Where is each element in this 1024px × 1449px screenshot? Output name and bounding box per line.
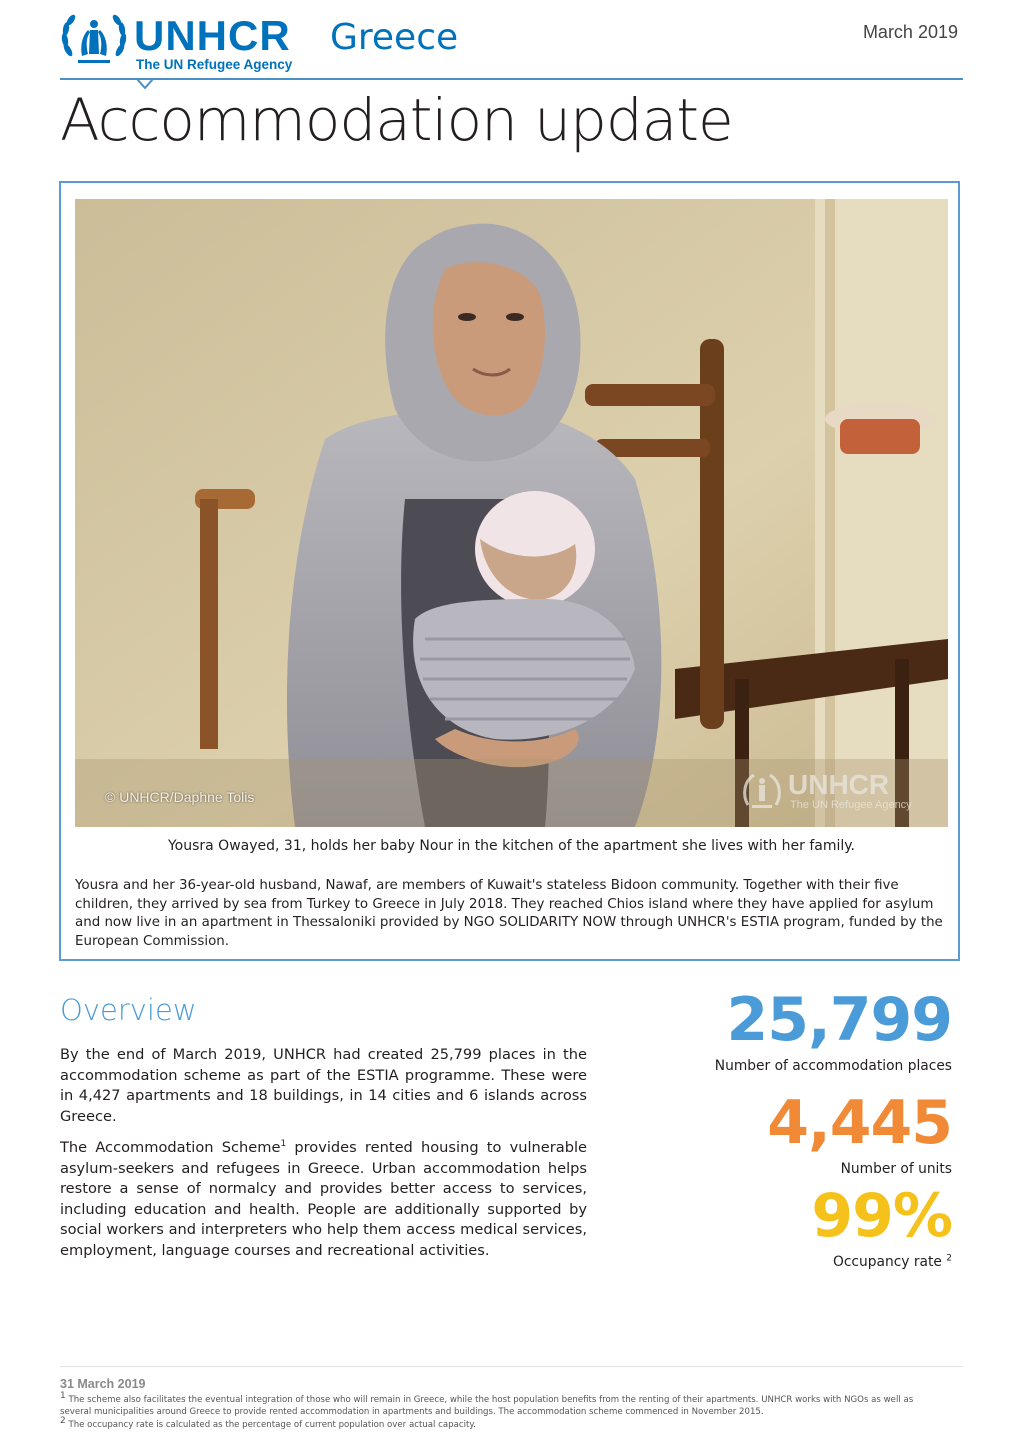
page-title: Accommodation update	[60, 86, 733, 154]
country-label: Greece	[330, 17, 459, 58]
footnote-1-text: The scheme also facilitates the eventual integration of those who will remain in Greece, while the host population benefits from the renting of their apartments. UNHCR works with NGOs as well as several municipalities around Greece to provide rented accommodation in apartments and buildings. The accommodation scheme commenced in November 2015.	[60, 1395, 914, 1417]
footer-date: 31 March 2019	[60, 1377, 146, 1391]
header-rule	[60, 78, 963, 80]
footnote-2-marker: 2	[60, 1416, 66, 1427]
overview-paragraph-2-start: The Accommodation Scheme	[60, 1139, 281, 1156]
unhcr-logo	[58, 10, 308, 76]
footnote-2-text: The occupancy rate is calculated as the percentage of current population over actual capacity.	[65, 1420, 476, 1430]
report-date: March 2019	[862, 22, 958, 42]
stat-units-value: 4,445	[767, 1088, 952, 1158]
stat-accommodation-places-value: 25,799	[726, 985, 952, 1055]
footnote-2	[60, 1416, 940, 1432]
overview-paragraph-1: By the end of March 2019, UNHCR had created 25,799 places in the accommodation scheme as part of the ESTIA programme. These were in 4,427 apartments and 18 buildings, in 14 cities and 6 islands across Greece.	[60, 1046, 587, 1125]
stat-occupancy-value: 99%	[811, 1181, 952, 1251]
unhcr-emblem-icon	[58, 10, 130, 70]
footer-rule	[60, 1366, 963, 1367]
page-header	[0, 0, 1024, 80]
footnote-ref-2: 2	[946, 1253, 952, 1264]
overview-heading: Overview	[60, 993, 197, 1027]
logo-tagline: The UN Refugee Agency	[136, 57, 293, 72]
stat-accommodation-places-label: Number of accommodation places	[714, 1058, 952, 1074]
logo-wordmark: UNHCR	[134, 12, 291, 59]
stat-units-label: Number of units	[840, 1161, 952, 1177]
watermark-tagline: The UN Refugee Agency	[790, 799, 912, 811]
photo-credit: © UNHCR/Daphne Tolis	[105, 789, 255, 805]
watermark-wordmark: UNHCR	[788, 769, 890, 800]
footnote-ref-1: 1	[280, 1139, 287, 1150]
photo-caption: Yousra Owayed, 31, holds her baby Nour in the kitchen of the apartment she lives with her family.	[167, 838, 856, 854]
footnote-1-marker: 1	[60, 1391, 66, 1402]
feature-photo	[75, 199, 948, 827]
stat-occupancy-label	[833, 1254, 952, 1270]
photo-illustration	[75, 199, 948, 827]
unhcr-watermark-icon	[740, 769, 784, 813]
photo-watermark	[740, 769, 930, 813]
overview-paragraph-2-rest: provides rented housing to vulnerable asylum-seekers and refugees in Greece. Urban accommodation helps restore a sense of normalcy and provides better access to services, including education and health. People are additionally supported by social workers and interpreters who help them access medical services, employment, language courses and recreational activities.	[60, 1139, 587, 1259]
overview-paragraph-2	[60, 1138, 587, 1262]
photo-story: Yousra and her 36-year-old husband, Nawaf, are members of Kuwait's stateless Bidoon community. Together with their five children, they arrived by sea from Turkey to Greece in July 2018. They reached Chios island where they have applied for asylum and now live in an apartment in Thessaloniki provided by NGO SOLIDARITY NOW through UNHCR's ESTIA program, funded by the European Commission.	[75, 878, 943, 949]
footnote-1	[60, 1391, 940, 1418]
stat-occupancy-label-text: Occupancy rate	[832, 1254, 942, 1270]
